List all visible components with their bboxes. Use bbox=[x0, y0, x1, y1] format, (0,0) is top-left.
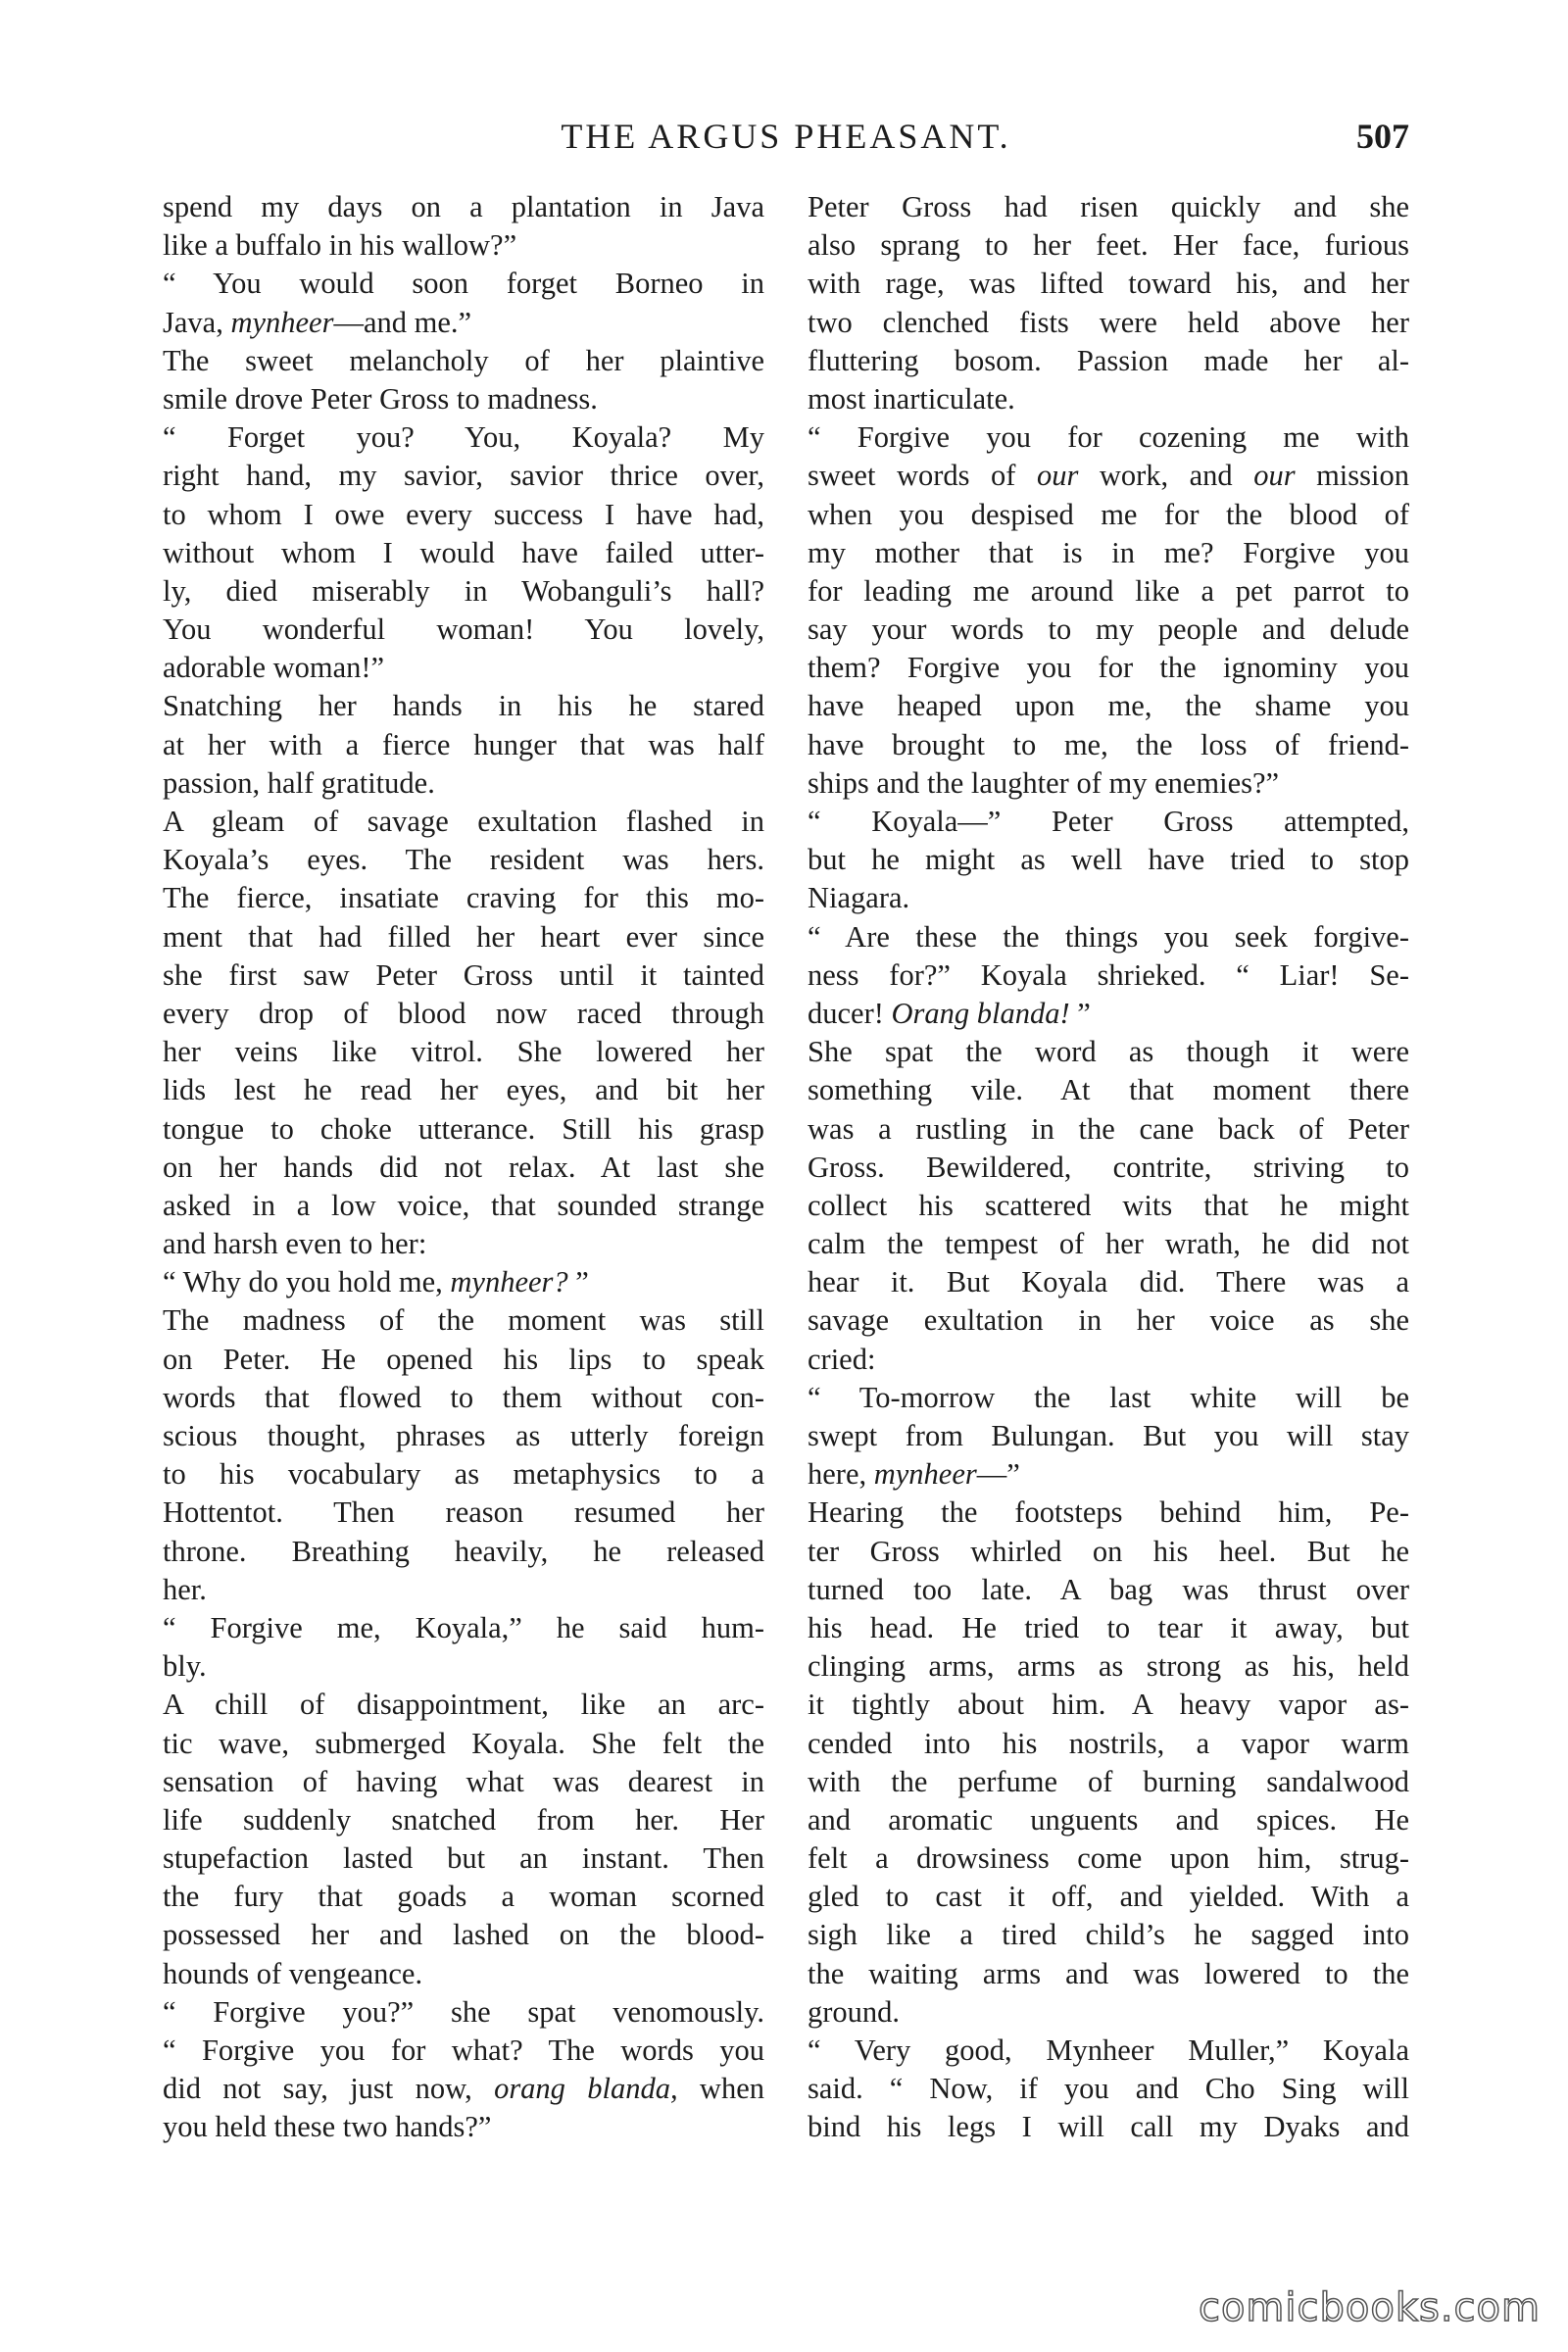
text-line: here, mynheer—” bbox=[808, 1457, 1020, 1492]
text-line: Java, mynheer—and me.” bbox=[163, 305, 472, 339]
text-line: possessed her and lashed on the blood- bbox=[163, 1918, 764, 1952]
text-line: “ Koyala—” Peter Gross attempted, bbox=[808, 805, 1409, 838]
text-line: stupefaction lasted but an instant. Then bbox=[163, 1841, 764, 1876]
text-line: “ Are these the things you seek forgive- bbox=[808, 919, 1409, 954]
running-title: THE ARGUS PHEASANT. bbox=[561, 117, 1011, 156]
page-number: 507 bbox=[1356, 117, 1409, 156]
text-line: have brought to me, the loss of friend- bbox=[808, 727, 1409, 761]
text-line: with the perfume of burning sandalwood bbox=[808, 1764, 1409, 1798]
text-line: ment that had filled her heart ever since bbox=[163, 919, 764, 954]
text-line: hear it. But Koyala did. There was a bbox=[808, 1265, 1409, 1299]
text-line: the fury that goads a woman scorned bbox=[163, 1880, 764, 1914]
text-line: fluttering bosom. Passion made her al- bbox=[808, 343, 1409, 377]
text-line: spend my days on a plantation in Java bbox=[163, 190, 764, 223]
text-line: “ Forgive you?” she spat venomously. bbox=[163, 1994, 764, 2029]
text-line: sweet words of our work, and our mission bbox=[808, 459, 1409, 493]
text-line: The fierce, insatiate craving for this mo- bbox=[163, 881, 764, 915]
text-line: “ Forgive you for cozening me with bbox=[808, 420, 1409, 455]
text-line: right hand, my savior, savior thrice over, bbox=[163, 459, 764, 493]
text-line: said. “ Now, if you and Cho Sing will bbox=[808, 2072, 1409, 2106]
text-line: Niagara. bbox=[808, 881, 910, 915]
text-line: bind his legs I will call my Dyaks and bbox=[808, 2110, 1409, 2144]
text-line: for leading me around like a pet parrot to bbox=[808, 573, 1409, 608]
text-line: clinging arms, arms as strong as his, held bbox=[808, 1649, 1409, 1684]
text-line: hounds of vengeance. bbox=[163, 1956, 423, 1990]
text-line: You wonderful woman! You lovely, bbox=[163, 612, 764, 647]
text-line: ground. bbox=[808, 1994, 901, 2029]
text-line: the waiting arms and was lowered to the bbox=[808, 1956, 1409, 1990]
text-line: throne. Breathing heavily, he released bbox=[163, 1534, 764, 1568]
text-line: but he might as well have tried to stop bbox=[808, 843, 1409, 877]
text-line: to his vocabulary as metaphysics to a bbox=[163, 1457, 764, 1492]
text-line: life suddenly snatched from her. Her bbox=[163, 1802, 764, 1837]
text-line: when you despised me for the blood of bbox=[808, 497, 1409, 531]
text-line: her. bbox=[163, 1572, 207, 1606]
text-line: it tightly about him. A heavy vapor as- bbox=[808, 1688, 1409, 1722]
text-line: ly, died miserably in Wobanguli’s hall? bbox=[163, 573, 764, 608]
text-line: tic wave, submerged Koyala. She felt the bbox=[163, 1726, 764, 1760]
text-line: “ Forget you? You, Koyala? My bbox=[163, 420, 764, 455]
text-line: Hearing the footsteps behind him, Pe- bbox=[808, 1495, 1409, 1530]
text-line: and aromatic unguents and spices. He bbox=[808, 1802, 1409, 1837]
text-line: every drop of blood now raced through bbox=[163, 996, 764, 1030]
text-line: Snatching her hands in his he stared bbox=[163, 689, 764, 723]
text-line: She spat the word as though it were bbox=[808, 1035, 1409, 1069]
text-line: savage exultation in her voice as she bbox=[808, 1303, 1409, 1338]
page-header bbox=[163, 116, 1409, 165]
text-line: A chill of disappointment, like an arc- bbox=[163, 1688, 764, 1722]
text-line: them? Forgive you for the ignominy you bbox=[808, 651, 1409, 685]
text-line: something vile. At that moment there bbox=[808, 1073, 1409, 1107]
text-line: sensation of having what was dearest in bbox=[163, 1764, 764, 1798]
text-line: Hottentot. Then reason resumed her bbox=[163, 1495, 764, 1530]
text-line: turned too late. A bag was thrust over bbox=[808, 1572, 1409, 1606]
text-line: “ Forgive you for what? The words you bbox=[163, 2034, 764, 2067]
text-line: lids lest he read her eyes, and bit her bbox=[163, 1073, 764, 1107]
text-line: was a rustling in the cane back of Peter bbox=[808, 1111, 1409, 1146]
text-line: “ You would soon forget Borneo in bbox=[163, 267, 764, 301]
text-line: she first saw Peter Gross until it tainted bbox=[163, 957, 764, 992]
text-line: calm the tempest of her wrath, he did not bbox=[808, 1227, 1409, 1261]
text-line: “ Forgive me, Koyala,” he said hum- bbox=[163, 1610, 764, 1644]
text-line: felt a drowsiness come upon him, strug- bbox=[808, 1841, 1409, 1876]
text-line: cended into his nostrils, a vapor warm bbox=[808, 1726, 1409, 1760]
text-line: without whom I would have failed utter- bbox=[163, 535, 764, 569]
text-line: bly. bbox=[163, 1649, 207, 1684]
text-line: ships and the laughter of my enemies?” bbox=[808, 765, 1280, 800]
text-line: gled to cast it off, and yielded. With a bbox=[808, 1880, 1409, 1914]
right-text-column bbox=[808, 188, 1409, 2147]
text-line: The sweet melancholy of her plaintive bbox=[163, 343, 764, 377]
text-line: Peter Gross had risen quickly and she bbox=[808, 190, 1409, 223]
text-line: passion, half gratitude. bbox=[163, 765, 435, 800]
text-line: to whom I owe every success I have had, bbox=[163, 497, 764, 531]
text-line: Koyala’s eyes. The resident was hers. bbox=[163, 843, 764, 877]
text-line: “ To-morrow the last white will be bbox=[808, 1380, 1409, 1414]
text-line: did not say, just now, orang blanda, when bbox=[163, 2072, 764, 2106]
text-line: adorable woman!” bbox=[163, 651, 385, 685]
text-line: with rage, was lifted toward his, and her bbox=[808, 267, 1409, 301]
text-line: and harsh even to her: bbox=[163, 1227, 427, 1261]
text-line: on Peter. He opened his lips to speak bbox=[163, 1342, 764, 1376]
text-line: “ Why do you hold me, mynheer? ” bbox=[163, 1265, 589, 1299]
text-line: ter Gross whirled on his heel. But he bbox=[808, 1534, 1409, 1568]
text-line: The madness of the moment was still bbox=[163, 1303, 764, 1338]
text-line: asked in a low voice, that sounded strange bbox=[163, 1188, 764, 1222]
text-line: Gross. Bewildered, contrite, striving to bbox=[808, 1150, 1409, 1184]
text-line: two clenched fists were held above her bbox=[808, 305, 1409, 339]
text-line: at her with a fierce hunger that was half bbox=[163, 727, 764, 761]
text-line: most inarticulate. bbox=[808, 381, 1015, 416]
text-line: have heaped upon me, the shame you bbox=[808, 689, 1409, 723]
text-line: also sprang to her feet. Her face, furious bbox=[808, 228, 1409, 263]
watermark: comicbooks.com bbox=[1198, 2285, 1541, 2330]
text-line: like a buffalo in his wallow?” bbox=[163, 228, 517, 263]
text-line: you held these two hands?” bbox=[163, 2110, 492, 2144]
text-line: words that flowed to them without con- bbox=[163, 1380, 764, 1414]
text-line: ducer! Orang blanda! ” bbox=[808, 996, 1091, 1030]
text-line: sigh like a tired child’s he sagged into bbox=[808, 1918, 1409, 1952]
text-line: cried: bbox=[808, 1342, 876, 1376]
text-line: my mother that is in me? Forgive you bbox=[808, 535, 1409, 569]
text-line: on her hands did not relax. At last she bbox=[163, 1150, 764, 1184]
text-line: smile drove Peter Gross to madness. bbox=[163, 381, 598, 416]
text-line: his head. He tried to tear it away, but bbox=[808, 1610, 1409, 1644]
text-line: “ Very good, Mynheer Muller,” Koyala bbox=[808, 2034, 1409, 2067]
text-line: A gleam of savage exultation flashed in bbox=[163, 805, 764, 838]
text-line: ness for?” Koyala shrieked. “ Liar! Se- bbox=[808, 957, 1409, 992]
text-line: tongue to choke utterance. Still his grasp bbox=[163, 1111, 764, 1146]
text-line: her veins like vitrol. She lowered her bbox=[163, 1035, 764, 1069]
text-line: scious thought, phrases as utterly foreign bbox=[163, 1419, 764, 1452]
text-line: collect his scattered wits that he might bbox=[808, 1188, 1409, 1222]
text-line: swept from Bulungan. But you will stay bbox=[808, 1419, 1409, 1452]
text-line: say your words to my people and delude bbox=[808, 612, 1409, 647]
left-text-column bbox=[163, 188, 764, 2147]
